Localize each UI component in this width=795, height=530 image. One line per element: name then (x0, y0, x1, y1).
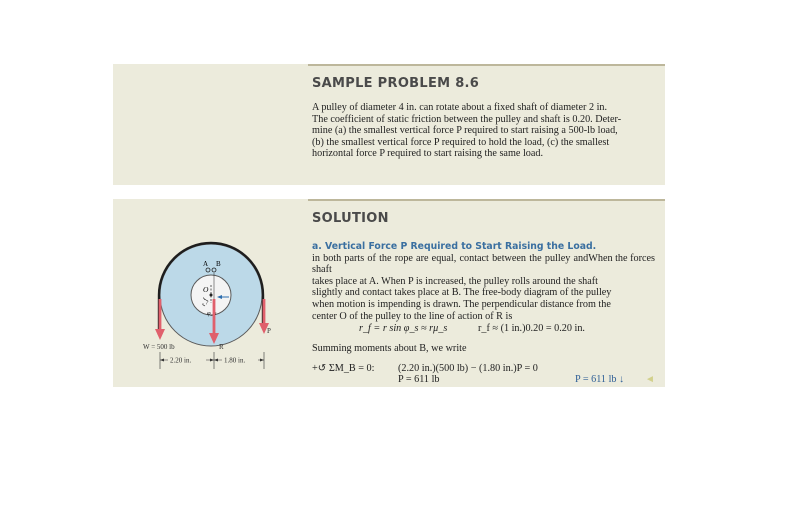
label-p: P (267, 327, 271, 335)
label-r: R (219, 343, 224, 351)
dim-arrow-icon (160, 359, 164, 362)
label-rf: r_f (200, 297, 210, 308)
final-answer: P = 611 lb ↓ (575, 374, 625, 385)
problem-line: horizontal force P required to start raising the same load. (312, 148, 544, 160)
friction-radius-value: r_f ≈ (1 in.)0.20 = 0.20 in. (478, 323, 585, 334)
problem-panel (113, 64, 665, 185)
solution-title: SOLUTION (312, 211, 389, 226)
force-w-arrowhead-icon (155, 329, 165, 340)
label-o: O (203, 285, 209, 294)
problem-title: SAMPLE PROBLEM 8.6 (312, 76, 480, 91)
problem-line: mine (a) the smallest vertical force P required to start raising a 500-lb load, (312, 125, 618, 137)
solution-text (312, 241, 655, 322)
solution-line: takes place at A. When P is increased, the pulley rolls around the shaft (312, 275, 599, 287)
answer-marker-icon: ◄ (645, 374, 655, 385)
solution-line: center O of the pulley to the line of action of R is (312, 310, 513, 322)
solution-line: slightly and contact takes place at B. The free-body diagram of the pulley (312, 287, 612, 299)
part-a-line-rest: When the forces (588, 252, 655, 264)
part-a-heading: a. Vertical Force P Required to Start Raising the Load. (312, 241, 597, 252)
p-result: P = 611 lb (398, 374, 440, 385)
solution-header-rule (308, 199, 665, 201)
summing-moments-text: Summing moments about B, we write (312, 343, 467, 354)
problem-line: A pulley of diameter 4 in. can rotate about a fixed shaft of diameter 2 in. (312, 102, 608, 113)
friction-radius-equation: r_f = r sin φ_s ≈ rμ_s (359, 323, 448, 334)
solution-line: in both parts of the rope are equal, contact between the pulley and shaft (312, 252, 589, 276)
dim-arrow-icon (210, 359, 214, 362)
problem-header-rule (308, 64, 665, 66)
dim-arrow-icon (214, 359, 218, 362)
moment-label: +↺ ΣM_B = 0: (312, 363, 375, 374)
label-w: W = 500 lb (143, 343, 175, 351)
problem-line: (b) the smallest vertical force P required to hold the load, (c) the smallest (312, 136, 610, 148)
dim-label-left: 2.20 in. (170, 356, 192, 365)
solution-panel (113, 199, 665, 387)
dim-arrow-icon (260, 359, 264, 362)
label-b: B (216, 260, 221, 268)
label-a: A (203, 260, 209, 268)
moment-equation: (2.20 in.)(500 lb) − (1.80 in.)P = 0 (398, 363, 538, 374)
label-phi: φ_s (207, 310, 217, 317)
pulley-free-body-diagram (113, 199, 308, 387)
problem-statement (312, 102, 655, 160)
dim-label-right: 1.80 in. (224, 356, 246, 365)
solution-line: when motion is impending is drawn. The perpendicular distance from the (312, 298, 611, 310)
problem-line: The coefficient of static friction between the pulley and shaft is 0.20. Deter- (312, 113, 622, 125)
